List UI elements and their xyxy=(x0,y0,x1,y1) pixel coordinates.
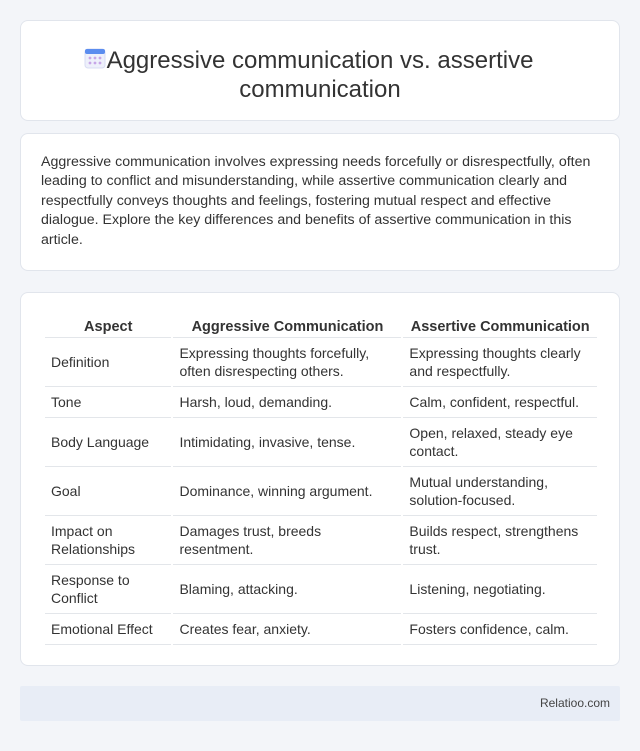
table-row xyxy=(45,467,597,516)
table-row xyxy=(45,614,597,645)
cell-aspect: Response to Conflict xyxy=(45,565,171,614)
cell-assertive: Builds respect, strengthens trust. xyxy=(403,516,597,565)
cell-aggressive: Expressing thoughts forcefully, often disrespecting others. xyxy=(173,338,401,387)
cell-aggressive: Blaming, attacking. xyxy=(173,565,401,614)
comparison-table xyxy=(43,314,599,645)
table-row xyxy=(45,338,597,387)
cell-aspect: Goal xyxy=(45,467,171,516)
intro-paragraph: Aggressive communication involves expressing needs forcefully or disrespectfully, often leading to conflict and misunderstanding, while assertive communication clearly and respectfully conveys thoughts and feelings, fostering mutual respect and effective dialogue. Explore the key differences and benefits of assertive communication in this article. xyxy=(41,154,591,248)
header-aspect: Aspect xyxy=(45,314,171,338)
cell-assertive: Open, relaxed, steady eye contact. xyxy=(403,418,597,467)
cell-assertive: Mutual understanding, solution-focused. xyxy=(403,467,597,516)
cell-aggressive: Dominance, winning argument. xyxy=(173,467,401,516)
cell-assertive: Listening, negotiating. xyxy=(403,565,597,614)
table-row xyxy=(45,418,597,467)
table-header-row xyxy=(45,314,597,338)
page-title: Aggressive communication vs. assertive communication xyxy=(106,47,534,103)
intro-card xyxy=(20,133,620,271)
table-row xyxy=(45,565,597,614)
cell-aspect: Tone xyxy=(45,387,171,418)
footer-brand-link[interactable]: Relatioo.com xyxy=(539,696,610,710)
cell-aggressive: Harsh, loud, demanding. xyxy=(173,387,401,418)
cell-aspect: Definition xyxy=(45,338,171,387)
table-row xyxy=(45,516,597,565)
cell-aspect: Body Language xyxy=(45,418,171,467)
cell-aggressive: Intimidating, invasive, tense. xyxy=(173,418,401,467)
table-row xyxy=(45,387,597,418)
cell-aggressive: Damages trust, breeds resentment. xyxy=(173,516,401,565)
cell-assertive: Expressing thoughts clearly and respectfully. xyxy=(403,338,597,387)
cell-aspect: Impact on Relationships xyxy=(45,516,171,565)
cell-assertive: Fosters confidence, calm. xyxy=(403,614,597,645)
header-aggressive: Aggressive Communication xyxy=(173,314,401,338)
cell-aggressive: Creates fear, anxiety. xyxy=(173,614,401,645)
header-assertive: Assertive Communication xyxy=(403,314,597,338)
cell-assertive: Calm, confident, respectful. xyxy=(403,387,597,418)
footer-bar xyxy=(20,686,620,721)
comparison-card xyxy=(20,292,620,666)
title-card xyxy=(20,20,620,121)
cell-aspect: Emotional Effect xyxy=(45,614,171,645)
